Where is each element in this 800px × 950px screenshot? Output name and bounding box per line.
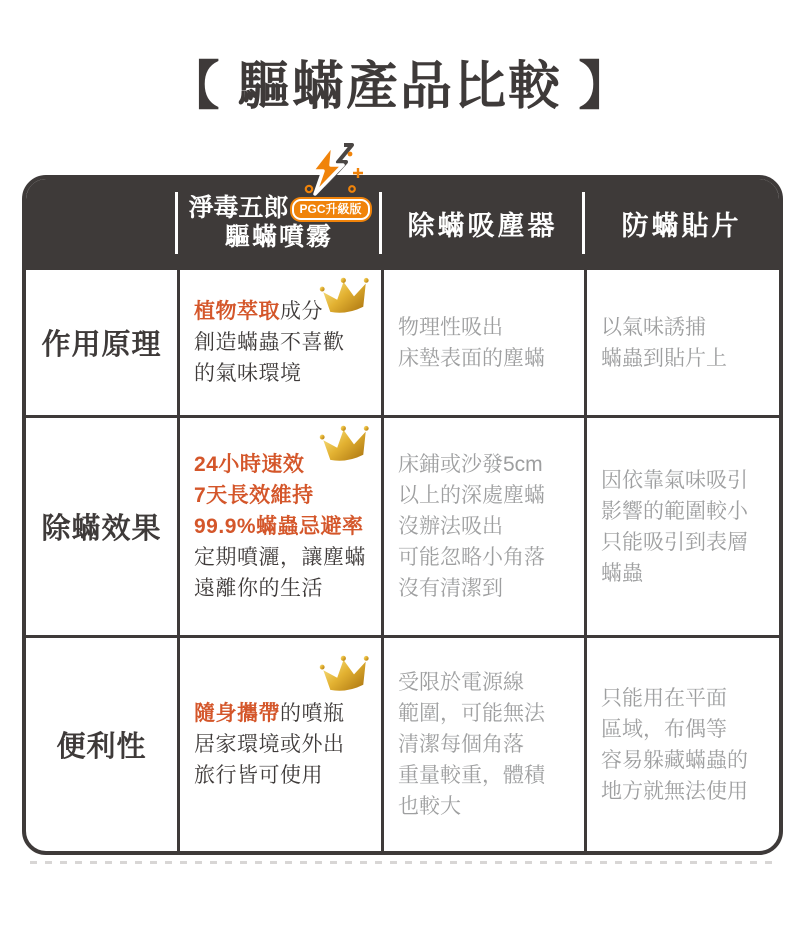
product-text-line: 99.9%蟎蟲忌避率 bbox=[194, 515, 364, 538]
patch-text-line: 以氣味誘捕 bbox=[601, 315, 706, 339]
product-text-line: 定期噴灑，讓塵蟎 bbox=[194, 546, 366, 569]
table-shadow-line bbox=[30, 861, 775, 864]
product-text-line: 居家環境或外出 bbox=[194, 733, 345, 756]
pgc-upgrade-badge: PGC升級版 bbox=[292, 199, 370, 220]
patch-text-line: 影響的範圍較小 bbox=[601, 499, 748, 523]
vacuum-effect-cell bbox=[381, 415, 584, 635]
vacuum-text-line: 重量較重，體積 bbox=[398, 764, 545, 787]
competitor-patch-label: 防蟎貼片 bbox=[621, 210, 742, 241]
patch-text-line: 蟎蟲 bbox=[601, 561, 643, 585]
vacuum-text-line: 床鋪或沙發5cm bbox=[398, 453, 543, 476]
patch-text-line: 蟎蟲到貼片上 bbox=[601, 346, 727, 370]
patch-text-line: 容易躲藏蟎蟲的 bbox=[601, 748, 748, 772]
patch-mechanism-cell bbox=[584, 267, 779, 415]
crown-icon bbox=[318, 273, 374, 322]
vacuum-text-line: 沒有清潔到 bbox=[398, 577, 503, 600]
patch-effect-cell bbox=[584, 415, 779, 635]
product-text-line: 24小時速效 bbox=[194, 453, 305, 476]
vacuum-text-line: 沒辦法吸出 bbox=[398, 515, 503, 538]
vacuum-convenience-cell bbox=[381, 635, 584, 851]
vacuum-text-line: 可能忽略小角落 bbox=[398, 546, 545, 569]
patch-convenience-cell bbox=[584, 635, 779, 851]
header-patch-cell bbox=[584, 179, 779, 267]
crown-icon bbox=[318, 421, 374, 470]
patch-text-line: 只能用在平面 bbox=[601, 686, 727, 710]
product-effect-cell bbox=[177, 415, 381, 635]
row-label-convenience: 便利性 bbox=[26, 635, 177, 851]
brand-name: 淨毒五郎 bbox=[188, 194, 289, 222]
product-text-line: 7天長效維持 bbox=[194, 484, 314, 507]
crown-icon bbox=[318, 651, 374, 700]
header-divider bbox=[379, 192, 382, 254]
plain-text: 成分 bbox=[280, 300, 323, 323]
highlight-text: 隨身攜帶 bbox=[194, 702, 280, 725]
patch-text-line: 只能吸引到表層 bbox=[601, 530, 748, 554]
page-title: 【 驅蟎產品比較 】 bbox=[167, 58, 633, 116]
header-empty-cell bbox=[26, 179, 177, 267]
product-text-line: 旅行皆可使用 bbox=[194, 764, 323, 787]
patch-text-line: 因依靠氣味吸引 bbox=[601, 468, 748, 492]
product-mechanism-cell bbox=[177, 267, 381, 415]
product-text-line: 創造蟎蟲不喜歡 bbox=[194, 331, 345, 354]
vacuum-text-line: 也較大 bbox=[398, 795, 461, 818]
vacuum-text-line: 床墊表面的塵蟎 bbox=[398, 346, 545, 370]
header-divider bbox=[582, 192, 585, 254]
vacuum-mechanism-cell bbox=[381, 267, 584, 415]
header-divider bbox=[175, 192, 178, 254]
vacuum-text-line: 範圍，可能無法 bbox=[398, 702, 545, 725]
vacuum-text-line: 清潔每個角落 bbox=[398, 733, 524, 756]
competitor-vacuum-label: 除蟎吸塵器 bbox=[407, 210, 558, 241]
comparison-table bbox=[22, 175, 783, 855]
vacuum-text-line: 物理性吸出 bbox=[398, 315, 503, 339]
product-text-line: 遠離你的生活 bbox=[194, 577, 323, 600]
lightning-bolt-icon bbox=[300, 142, 368, 200]
patch-text-line: 區域，布偶等 bbox=[601, 717, 727, 741]
row-label-mechanism: 作用原理 bbox=[26, 267, 177, 415]
plain-text: 的噴瓶 bbox=[280, 702, 345, 725]
header-vacuum-cell bbox=[381, 179, 584, 267]
vacuum-text-line: 受限於電源線 bbox=[398, 671, 524, 694]
product-text-line: 的氣味環境 bbox=[194, 362, 302, 385]
vacuum-text-line: 以上的深處塵蟎 bbox=[398, 484, 545, 507]
product-text-line bbox=[194, 698, 373, 729]
row-label-effect: 除蟎效果 bbox=[26, 415, 177, 635]
brand-product-name: 驅蟎噴霧 bbox=[224, 223, 333, 251]
patch-text-line: 地方就無法使用 bbox=[601, 779, 748, 803]
product-convenience-cell bbox=[177, 635, 381, 851]
highlight-text: 植物萃取 bbox=[194, 300, 280, 323]
